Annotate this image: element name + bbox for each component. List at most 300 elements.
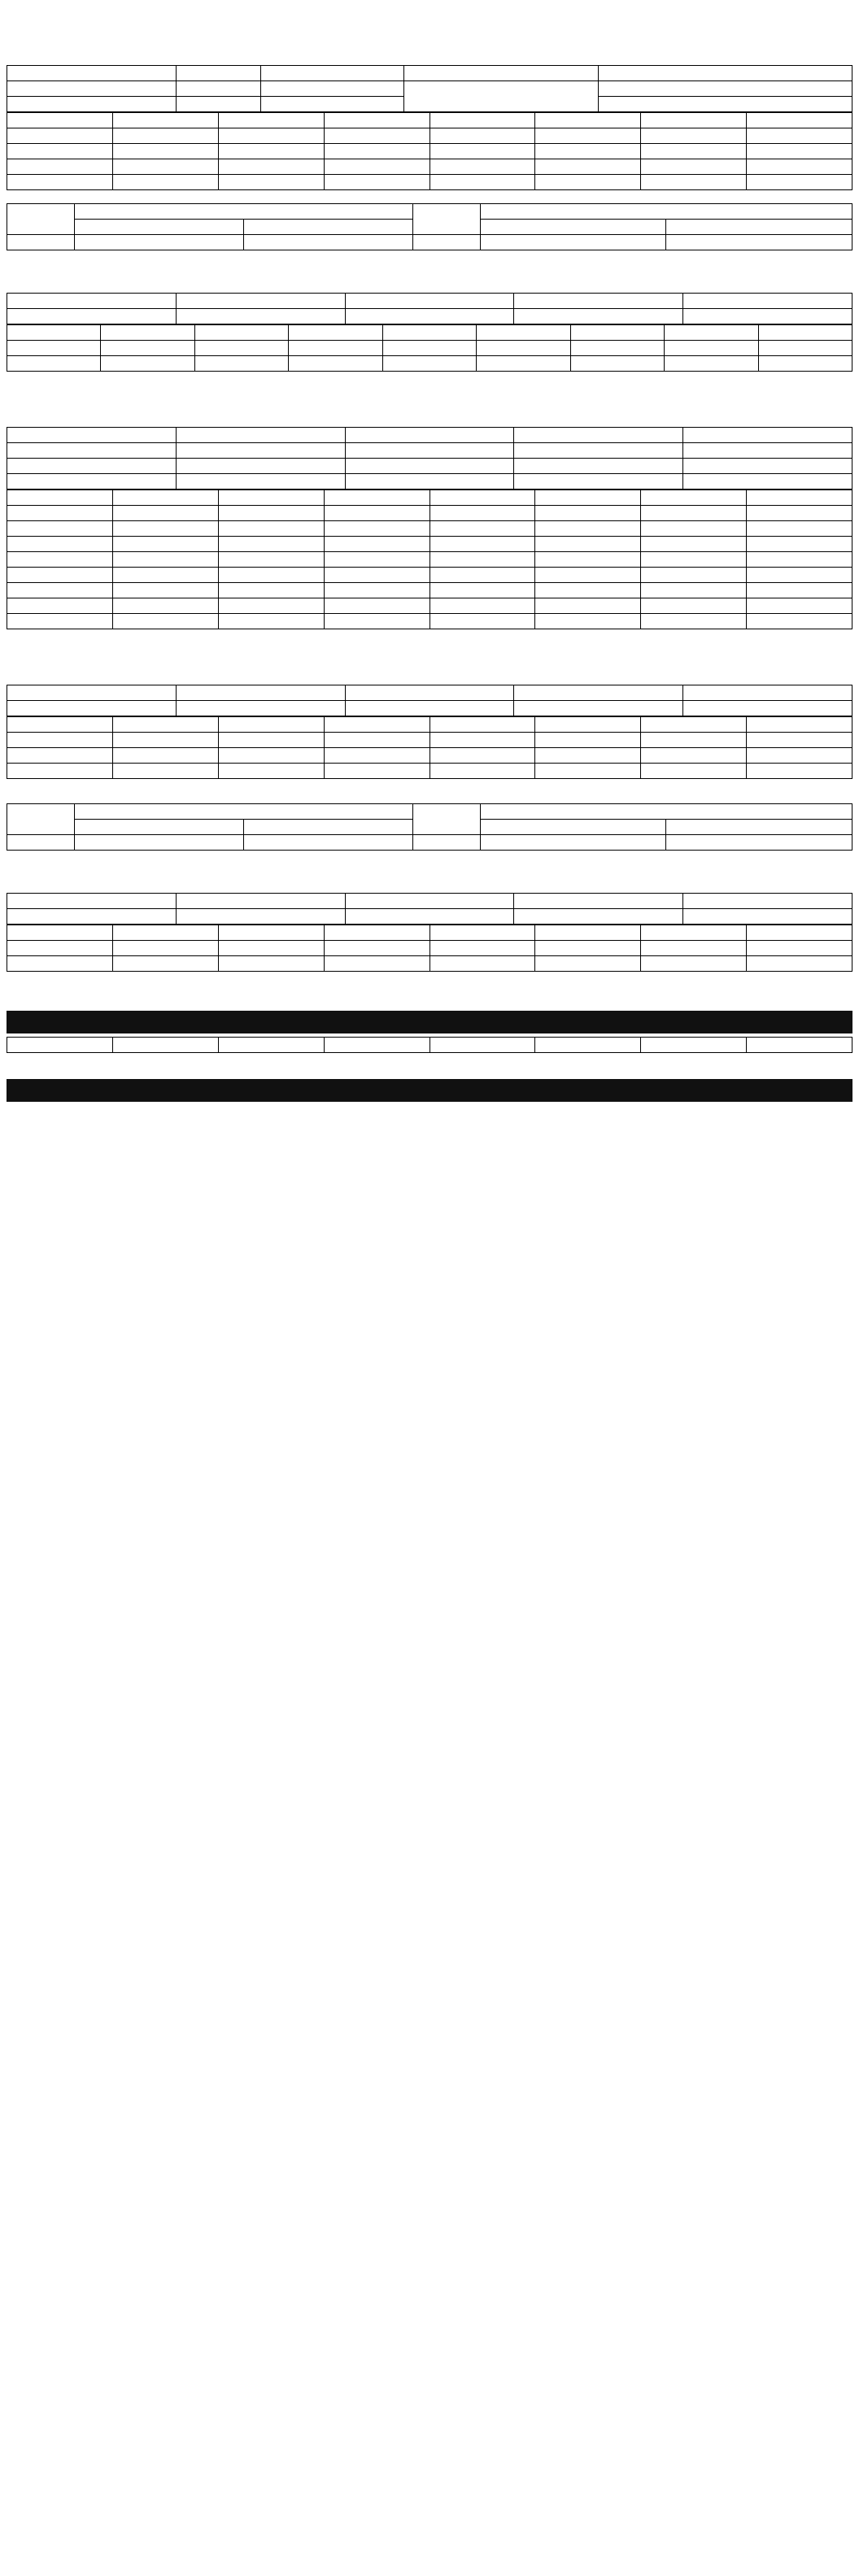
table-cell bbox=[101, 356, 194, 372]
table-cell bbox=[683, 701, 852, 716]
column-header bbox=[324, 717, 430, 733]
table-cell bbox=[324, 159, 430, 175]
column-header bbox=[176, 685, 345, 701]
column-header bbox=[324, 113, 430, 128]
table-cell bbox=[112, 521, 218, 537]
table-cell bbox=[747, 552, 852, 568]
table-cell bbox=[176, 909, 345, 925]
table-cell bbox=[176, 459, 345, 474]
table-row bbox=[7, 521, 852, 537]
table-cell bbox=[758, 341, 852, 356]
column-header bbox=[747, 1038, 852, 1053]
column-header bbox=[747, 717, 852, 733]
table-cell bbox=[683, 909, 852, 925]
column-header bbox=[430, 717, 535, 733]
table-cell bbox=[535, 748, 641, 764]
table-cell bbox=[7, 521, 113, 537]
cell bbox=[480, 235, 666, 250]
column-header bbox=[535, 1038, 641, 1053]
table-cell bbox=[747, 568, 852, 583]
table-cell bbox=[324, 506, 430, 521]
table-cell bbox=[747, 159, 852, 175]
cell bbox=[666, 235, 852, 250]
col bbox=[7, 804, 75, 835]
table-cell bbox=[641, 748, 747, 764]
table-cell bbox=[477, 356, 570, 372]
table-cell bbox=[641, 175, 747, 190]
cell bbox=[75, 835, 244, 851]
table-cell bbox=[514, 443, 683, 459]
table-cell bbox=[430, 568, 535, 583]
table-cell bbox=[430, 175, 535, 190]
table-cell bbox=[747, 537, 852, 552]
cell bbox=[599, 97, 852, 112]
notice-119 bbox=[7, 26, 852, 250]
cell bbox=[7, 235, 75, 250]
table-row bbox=[7, 128, 852, 144]
table-cell bbox=[112, 506, 218, 521]
column-header bbox=[430, 490, 535, 506]
candidates-table bbox=[7, 324, 852, 372]
col bbox=[480, 820, 666, 835]
table-cell bbox=[641, 506, 747, 521]
column-header bbox=[641, 925, 747, 941]
candidates-table bbox=[7, 716, 852, 779]
notice-114 bbox=[7, 646, 852, 851]
column-header bbox=[641, 1038, 747, 1053]
table-cell bbox=[7, 309, 177, 324]
table-cell bbox=[430, 748, 535, 764]
table-cell bbox=[535, 614, 641, 629]
col bbox=[666, 820, 852, 835]
table-cell bbox=[7, 956, 113, 972]
table-row bbox=[7, 474, 852, 490]
cell bbox=[599, 81, 852, 97]
column-header bbox=[112, 717, 218, 733]
table-row bbox=[7, 598, 852, 614]
table-cell bbox=[7, 356, 101, 372]
interview-table bbox=[7, 203, 852, 250]
table-cell bbox=[101, 341, 194, 356]
column-header bbox=[345, 294, 514, 309]
col bbox=[75, 220, 244, 235]
table-cell bbox=[112, 941, 218, 956]
candidates-table bbox=[7, 925, 852, 972]
cell bbox=[412, 235, 480, 250]
table-cell bbox=[535, 175, 641, 190]
table-cell bbox=[535, 956, 641, 972]
table-cell bbox=[324, 598, 430, 614]
table-cell bbox=[535, 537, 641, 552]
table-cell bbox=[218, 506, 324, 521]
table-cell bbox=[345, 309, 514, 324]
table-cell bbox=[7, 459, 177, 474]
table-cell bbox=[747, 733, 852, 748]
column-header bbox=[514, 428, 683, 443]
summary-table bbox=[7, 65, 852, 112]
table-cell bbox=[535, 128, 641, 144]
table-cell bbox=[112, 764, 218, 779]
table-cell bbox=[758, 356, 852, 372]
column-header bbox=[112, 925, 218, 941]
column-header bbox=[7, 325, 101, 341]
table-row bbox=[7, 701, 852, 716]
table-cell bbox=[430, 598, 535, 614]
col bbox=[243, 220, 412, 235]
column-header bbox=[683, 428, 852, 443]
cancel-table bbox=[7, 1037, 852, 1053]
column-header bbox=[289, 325, 382, 341]
table-cell bbox=[112, 598, 218, 614]
cell bbox=[404, 81, 599, 112]
column-header bbox=[514, 685, 683, 701]
col bbox=[7, 66, 177, 81]
col bbox=[480, 220, 666, 235]
table-cell bbox=[112, 175, 218, 190]
table-cell bbox=[218, 568, 324, 583]
table-row bbox=[7, 309, 852, 324]
table-cell bbox=[535, 521, 641, 537]
column-header bbox=[535, 490, 641, 506]
column-header bbox=[324, 925, 430, 941]
table-row bbox=[7, 941, 852, 956]
column-header bbox=[218, 1038, 324, 1053]
column-header bbox=[345, 894, 514, 909]
summary-table bbox=[7, 293, 852, 324]
col bbox=[666, 220, 852, 235]
table-cell bbox=[430, 521, 535, 537]
table-cell bbox=[194, 356, 288, 372]
column-header bbox=[112, 1038, 218, 1053]
table-row bbox=[7, 909, 852, 925]
column-header bbox=[382, 325, 476, 341]
table-cell bbox=[218, 764, 324, 779]
table-row bbox=[7, 175, 852, 190]
cell bbox=[7, 97, 177, 112]
result-date bbox=[7, 280, 852, 293]
column-header bbox=[758, 325, 852, 341]
cell bbox=[243, 835, 412, 851]
table-cell bbox=[7, 537, 113, 552]
col bbox=[480, 804, 852, 820]
column-header bbox=[535, 113, 641, 128]
cell bbox=[176, 81, 260, 97]
result-date bbox=[7, 672, 852, 685]
table-cell bbox=[535, 733, 641, 748]
table-cell bbox=[570, 356, 664, 372]
table-row bbox=[7, 614, 852, 629]
table-cell bbox=[641, 941, 747, 956]
table-cell bbox=[345, 701, 514, 716]
col bbox=[480, 204, 852, 220]
page bbox=[7, 0, 852, 1108]
cell bbox=[243, 235, 412, 250]
table-cell bbox=[7, 909, 177, 925]
table-cell bbox=[7, 474, 177, 490]
table-cell bbox=[7, 144, 113, 159]
table-cell bbox=[218, 598, 324, 614]
column-header bbox=[345, 685, 514, 701]
column-header bbox=[7, 1038, 113, 1053]
table-cell bbox=[7, 552, 113, 568]
table-row bbox=[7, 568, 852, 583]
table-cell bbox=[218, 144, 324, 159]
table-row bbox=[7, 764, 852, 779]
table-cell bbox=[218, 521, 324, 537]
table-cell bbox=[641, 128, 747, 144]
table-row bbox=[7, 159, 852, 175]
column-header bbox=[101, 325, 194, 341]
table-cell bbox=[514, 309, 683, 324]
cell bbox=[7, 81, 177, 97]
table-cell bbox=[324, 128, 430, 144]
table-cell bbox=[535, 583, 641, 598]
candidates-table bbox=[7, 112, 852, 190]
table-cell bbox=[218, 552, 324, 568]
cell bbox=[176, 97, 260, 112]
column-header bbox=[747, 490, 852, 506]
column-header bbox=[477, 325, 570, 341]
column-header bbox=[535, 717, 641, 733]
col bbox=[599, 66, 852, 81]
column-header bbox=[514, 294, 683, 309]
column-header bbox=[7, 428, 177, 443]
table-cell bbox=[176, 474, 345, 490]
table-cell bbox=[112, 956, 218, 972]
cell bbox=[260, 81, 404, 97]
table-cell bbox=[477, 341, 570, 356]
column-header bbox=[570, 325, 664, 341]
table-cell bbox=[641, 764, 747, 779]
table-cell bbox=[641, 552, 747, 568]
table-cell bbox=[747, 614, 852, 629]
table-cell bbox=[430, 552, 535, 568]
table-cell bbox=[218, 583, 324, 598]
table-cell bbox=[514, 701, 683, 716]
table-cell bbox=[683, 443, 852, 459]
table-cell bbox=[747, 583, 852, 598]
column-header bbox=[112, 490, 218, 506]
table-cell bbox=[641, 583, 747, 598]
table-cell bbox=[683, 309, 852, 324]
table-cell bbox=[218, 128, 324, 144]
column-header bbox=[747, 113, 852, 128]
table-cell bbox=[324, 568, 430, 583]
table-cell bbox=[324, 583, 430, 598]
column-header bbox=[683, 894, 852, 909]
column-header bbox=[7, 925, 113, 941]
table-cell bbox=[112, 144, 218, 159]
section-title bbox=[7, 1079, 852, 1102]
branch-title bbox=[7, 1056, 852, 1079]
table-row bbox=[7, 956, 852, 972]
table-cell bbox=[747, 764, 852, 779]
table-cell bbox=[345, 459, 514, 474]
col bbox=[243, 820, 412, 835]
cell bbox=[75, 235, 244, 250]
table-cell bbox=[7, 764, 113, 779]
notice-115 bbox=[7, 854, 852, 985]
table-cell bbox=[641, 144, 747, 159]
table-cell bbox=[665, 341, 758, 356]
table-cell bbox=[747, 175, 852, 190]
table-cell bbox=[7, 175, 113, 190]
table-cell bbox=[641, 733, 747, 748]
table-cell bbox=[683, 459, 852, 474]
column-header bbox=[324, 490, 430, 506]
table-cell bbox=[535, 552, 641, 568]
table-cell bbox=[324, 733, 430, 748]
column-header bbox=[683, 685, 852, 701]
table-cell bbox=[535, 598, 641, 614]
table-cell bbox=[430, 764, 535, 779]
column-header bbox=[218, 925, 324, 941]
table-cell bbox=[641, 568, 747, 583]
column-header bbox=[218, 490, 324, 506]
col bbox=[7, 204, 75, 235]
result-date bbox=[7, 880, 852, 893]
cell bbox=[480, 835, 666, 851]
section-title bbox=[7, 1011, 852, 1033]
result-date bbox=[7, 52, 852, 65]
table-row bbox=[7, 144, 852, 159]
table-cell bbox=[535, 144, 641, 159]
table-cell bbox=[514, 474, 683, 490]
table-cell bbox=[112, 748, 218, 764]
column-header bbox=[194, 325, 288, 341]
cell bbox=[260, 97, 404, 112]
table-cell bbox=[7, 583, 113, 598]
table-cell bbox=[112, 583, 218, 598]
branch-title bbox=[7, 988, 852, 1011]
table-cell bbox=[345, 474, 514, 490]
table-cell bbox=[176, 309, 345, 324]
table-cell bbox=[641, 537, 747, 552]
table-cell bbox=[430, 941, 535, 956]
table-row bbox=[7, 341, 852, 356]
column-header bbox=[7, 717, 113, 733]
table-cell bbox=[112, 733, 218, 748]
table-cell bbox=[641, 521, 747, 537]
table-cell bbox=[641, 956, 747, 972]
table-cell bbox=[514, 459, 683, 474]
column-header bbox=[176, 894, 345, 909]
table-cell bbox=[430, 583, 535, 598]
cell bbox=[412, 835, 480, 851]
table-cell bbox=[7, 159, 113, 175]
table-cell bbox=[7, 614, 113, 629]
table-cell bbox=[430, 537, 535, 552]
table-cell bbox=[112, 614, 218, 629]
table-cell bbox=[535, 568, 641, 583]
table-cell bbox=[641, 159, 747, 175]
table-row bbox=[7, 733, 852, 748]
table-cell bbox=[747, 128, 852, 144]
cell bbox=[666, 835, 852, 851]
notice-112 bbox=[7, 254, 852, 385]
table-cell bbox=[324, 614, 430, 629]
table-cell bbox=[194, 341, 288, 356]
table-cell bbox=[112, 568, 218, 583]
table-cell bbox=[382, 341, 476, 356]
column-header bbox=[218, 717, 324, 733]
table-row bbox=[7, 748, 852, 764]
column-header bbox=[535, 925, 641, 941]
table-cell bbox=[7, 598, 113, 614]
column-header bbox=[7, 294, 177, 309]
column-header bbox=[112, 113, 218, 128]
table-row bbox=[7, 356, 852, 372]
table-cell bbox=[641, 598, 747, 614]
table-cell bbox=[382, 356, 476, 372]
action-section bbox=[7, 1056, 852, 1105]
table-cell bbox=[218, 748, 324, 764]
table-cell bbox=[7, 733, 113, 748]
table-cell bbox=[747, 956, 852, 972]
table-cell bbox=[324, 175, 430, 190]
table-cell bbox=[345, 909, 514, 925]
candidates-table bbox=[7, 490, 852, 629]
practical-table bbox=[7, 803, 852, 851]
column-header bbox=[641, 490, 747, 506]
col bbox=[176, 66, 260, 81]
table-cell bbox=[535, 506, 641, 521]
table-cell bbox=[570, 341, 664, 356]
table-cell bbox=[218, 733, 324, 748]
column-header bbox=[218, 113, 324, 128]
column-header bbox=[430, 113, 535, 128]
table-cell bbox=[218, 175, 324, 190]
table-row bbox=[7, 443, 852, 459]
notice-113 bbox=[7, 388, 852, 642]
table-cell bbox=[218, 537, 324, 552]
table-cell bbox=[324, 956, 430, 972]
table-cell bbox=[289, 341, 382, 356]
column-header bbox=[430, 1038, 535, 1053]
table-cell bbox=[514, 909, 683, 925]
column-header bbox=[7, 490, 113, 506]
table-cell bbox=[7, 443, 177, 459]
column-header bbox=[7, 894, 177, 909]
table-row bbox=[7, 506, 852, 521]
column-header bbox=[665, 325, 758, 341]
table-cell bbox=[747, 144, 852, 159]
column-header bbox=[747, 925, 852, 941]
table-cell bbox=[665, 356, 758, 372]
table-cell bbox=[430, 733, 535, 748]
col bbox=[412, 804, 480, 835]
summary-table bbox=[7, 427, 852, 490]
summary-table bbox=[7, 893, 852, 925]
col bbox=[75, 804, 413, 820]
cancel-section bbox=[7, 988, 852, 1053]
table-cell bbox=[112, 552, 218, 568]
table-cell bbox=[430, 506, 535, 521]
table-cell bbox=[7, 748, 113, 764]
table-cell bbox=[747, 748, 852, 764]
table-cell bbox=[324, 764, 430, 779]
table-cell bbox=[683, 474, 852, 490]
column-header bbox=[683, 294, 852, 309]
table-cell bbox=[641, 614, 747, 629]
result-date bbox=[7, 414, 852, 427]
table-cell bbox=[289, 356, 382, 372]
column-header bbox=[430, 925, 535, 941]
table-cell bbox=[430, 614, 535, 629]
table-cell bbox=[747, 941, 852, 956]
column-header bbox=[641, 113, 747, 128]
cell bbox=[7, 835, 75, 851]
